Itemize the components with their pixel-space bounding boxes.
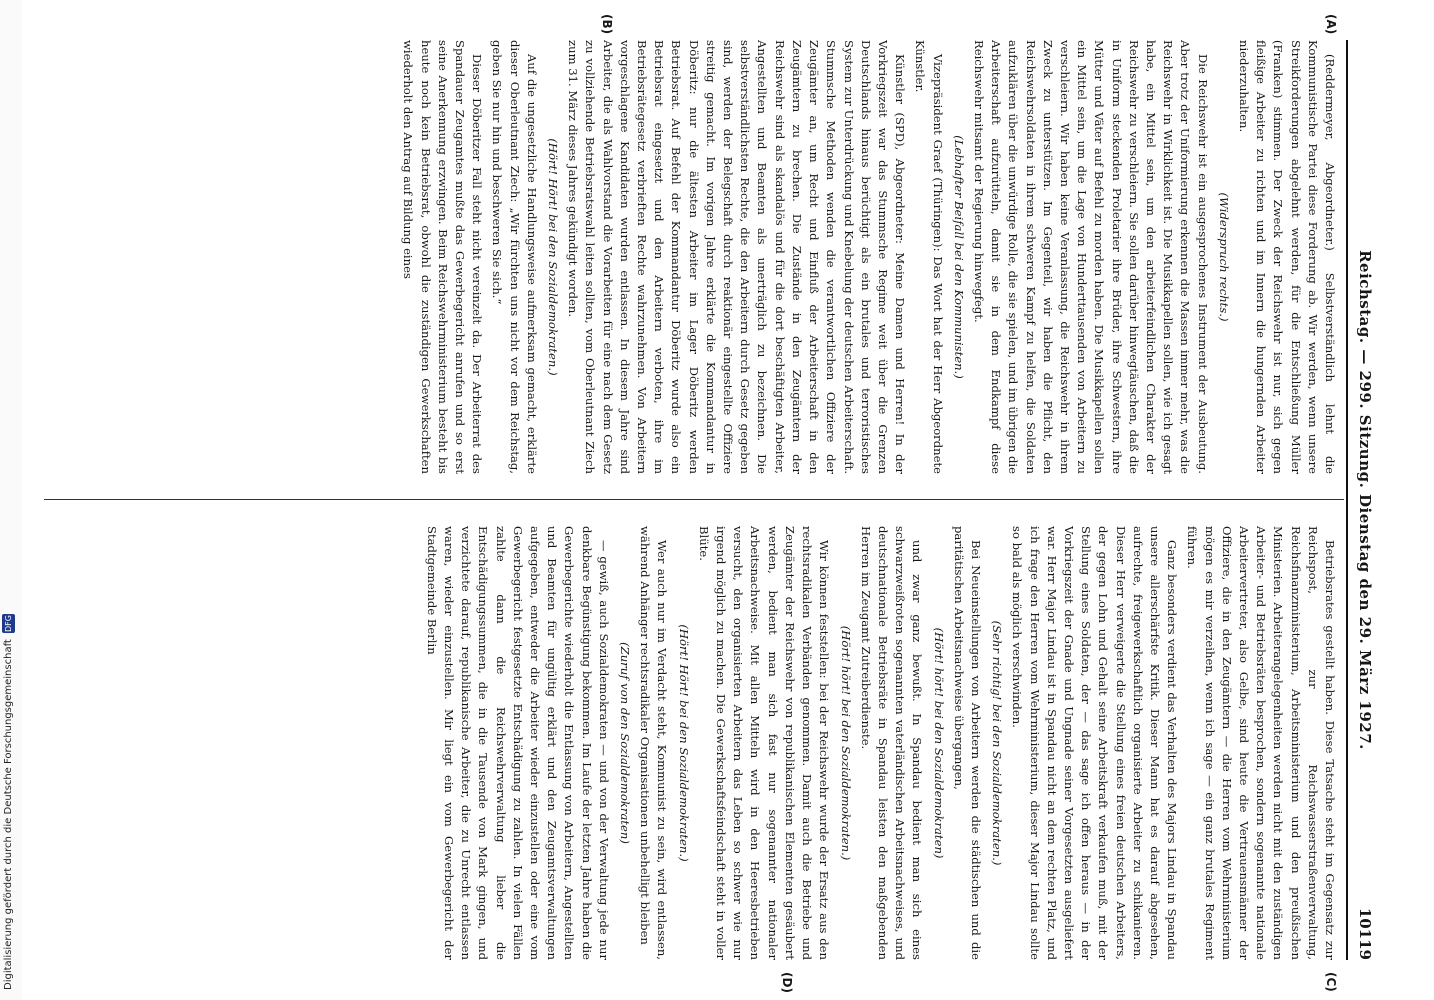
document-viewport: [22, 0, 1434, 1000]
margin-label-c: (C): [1324, 972, 1338, 992]
paragraph: Bei Neueinstellungen von Arbeitern werden die städtischen und die paritätischen Arbeitsnachweise übergangen,: [951, 526, 983, 960]
interjection: (Widerspruch rechts.): [1216, 192, 1231, 322]
page-number: 10119: [1356, 907, 1374, 960]
digitization-credit: [2, 614, 15, 990]
interjection: (Zuruf von den Sozialdemokraten): [618, 642, 633, 844]
right-column: [48, 526, 1338, 960]
page-header: [1346, 40, 1378, 960]
paragraph: Betriebsrates gestellt haben. Diese Tatsache steht im Gegensatz zur Reichspost, zur Reichswasserstraßenverwaltung, Reichsfinanzministerium, Arbeitsministerium und den preußischen Ministerien. Arbeiterangelegenheiten werden nicht mit den zuständigen Arbeiter- und Betriebsräten besprochen, sondern sogenannte nationale Arbeitervertreter, also Gelbe, sind heute die Vertrauensmänner der Offiziere, die in den Zeugämtern — die Herren vom Wehrministerium mögen es mir verzeihen, wenn ich sage — ein ganz brutales Regiment führen.: [1185, 526, 1337, 960]
dfg-logo: DFG: [4, 615, 13, 632]
interjection: (Lebhafter Beifall bei den Kommunisten.): [951, 135, 966, 379]
paragraph: Dieser Döberitzer Fall steht nicht vereinzelt da. Der Arbeiterrat des Spandauer Zeugamtes mußte das Gewerbegericht anrufen und so erst seine Anerkennung erzwingen. Beim Reichswehrministerium besteht bis heute noch kein Betriebsrat, obwohl die zuständigen Gewerkschaften wiederholt den Antrag auf Bildung eines: [401, 40, 485, 474]
margin-label-b: (B): [600, 14, 614, 35]
paragraph: und zwar ganz bewußt. In Spandau bedient man sich eines schwarzweißroten sogenannten vaterländischen Arbeitsnachweises, und deutschnationale Betriebsräte in Spandau leisten den maßgebenden Herren im Zeugamt Zutreiberdienste.: [858, 526, 925, 960]
left-column: [48, 40, 1338, 474]
margin-label-d: (D): [780, 972, 794, 993]
paragraph: Die Reichswehr ist ein ausgesprochenes Instrument der Ausbeutung. Aber trotz der Uniformierung erkennen die Massen immer mehr, was die Reichswehr in Wirklichkeit ist. Die Musikkapellen sollen, wie ich gesagt habe, ein Mittel sein, um den arbeiterfeindlichen Charakter der Reichswehr zu verschleiern. Sie sollen darüber hinwegtäuschen, daß die in Uniform steckenden Proletarier ihre Brüder, ihre Schwestern, ihre Mütter und Väter auf Befehl zu morden haben. Die Musikkapellen sollen ein Mittel sein, um die Lage von Hunderttausenden von Arbeitern zu verschleiern. Wir haben keine Veranlassung, die Reichswehr in ihrem Zweck zu unterstützen. Im Gegenteil, wir haben die Pflicht, den Reichswehrsoldaten in ihrem schweren Kampf zu helfen, die Soldaten aufzuklären über die unwürdige Rolle, die sie spielen, und im übrigen die Arbeiterschaft aufzurütteln, damit sie in dem Endkampf diese Reichswehr mitsamt der Regierung hinwegfegt.: [971, 40, 1210, 474]
paragraph: Wer auch nur im Verdacht steht, Kommunist zu sein, wird entlassen, während Anhänger rechtsradikaler Organisationen unbehelligt bleiben: [638, 526, 670, 960]
interjection: (Hört! Hört! bei den Sozialdemokraten.): [676, 624, 691, 862]
interjection: (Hört! Hört! bei den Sozialdemokraten.): [546, 138, 561, 376]
interjection: (Hört! hört! bei den Sozialdemokraten): [931, 627, 946, 859]
margin-label-a: (A): [1324, 14, 1338, 35]
paragraph: Vizepräsident Graef (Thüringen): Das Wort hat der Herr Abgeordnete Künstler.: [913, 40, 945, 474]
rotated-page: [22, 0, 1434, 1000]
credit-text: Digitalisierung gefördert durch die Deutsche Forschungsgemeinschaft: [3, 639, 14, 990]
column-divider: [44, 499, 1344, 500]
interjection: (Sehr richtig! bei den Sozialdemokraten.): [990, 620, 1005, 866]
paragraph: Künstler (SPD), Abgeordneter: Meine Damen und Herren! In der Vorkriegszeit war das Stummsche Regime weit über die Grenzen Deutschlands hinaus berüchtigt als ein brutales und terroristisches System zur Unterdrückung und Knebelung der deutschen Arbeiterschaft. Stummsche Methoden wenden die verantwortlichen Offiziere der Zeugämter an, um Recht und Einfluß der Arbeiterschaft in den Zeugämtern zu brechen. Die Zustände in den Zeugämtern der Reichswehr sind als skandalös und für die dort beschäftigten Arbeiter, Angestellten und Beamten als unerträglich zu bezeichnen. Die selbstverständlichsten Rechte, die den Arbeitern durch Gesetz gegeben sind, werden der Belegschaft durch reaktionär eingestellte Offiziere streitig gemacht. Im vorigen Jahre erklärte die Kommandantur in Döberitz: nur die ältesten Arbeiter im Lager Döberitz werden Betriebsrat. Auf Befehl der Kommandantur Döberitz wurde also ein Betriebsrat eingesetzt und den Arbeitern verboten, ihre im Betriebsrätegesetz verbrieften Rechte wahrzunehmen. Von Arbeitern vorgeschlagene Kandidaten wurden entlassen. In diesem Jahre sind Arbeiter, die als Wahlvorstand die Vorarbeiten für eine nach dem Gesetz zu vollziehende Betriebsratswahl leiten sollten, vom Oberleutnant Ziech zum 31. März dieses Jahres gekündigt worden.: [566, 40, 908, 474]
paragraph: Ganz besonders verdient das Verhalten des Majors Lindau in Spandau unsere allerschärfste Kritik. Dieser Mann hat es darauf abgesehen, aufrechte, freigewerkschaftlich organisierte Arbeiter zu schikanieren. Dieser Herr verweigerte die Stellung eines freien deutschen Arbeiters, der gegen Lohn und Gehalt seine Arbeitskraft verkaufen muß, mit der Stellung eines Soldaten, der — das sage ich offen heraus — in der Vorkriegszeit der Gnade und Ungnade seiner Vorgesetzten ausgeliefert war. Herr Major Lindau ist in Spandau nicht an dem rechten Platz, und ich frage den Herren vom Wehrministerium, dieser Major Lindau sollte so bald als möglich verschwinden.: [1010, 526, 1180, 960]
interjection: (Hört! hört! bei den Sozialdemokraten.): [838, 625, 853, 861]
paragraph: Wir können feststellen: bei der Reichswehr wurde der Ersatz aus den rechtsradikalen Verbänden genommen. Damit auch die Betriebe und Zeugämter der Reichswehr von republikanischen Elementen gesäubert werden, bedient man sich fast nur sogenannter nationaler Arbeitsnachweise. Mit allen Mitteln wird in den Heeresbetrieben versucht, den organisierten Arbeitern das Leben so schwer wie nur irgend möglich zu machen. Die Gewerkschaftsfeindschaft steht in voller Blüte.: [696, 526, 832, 960]
side-strip: [0, 0, 23, 1000]
paragraph: (Reddermeyer, Abgeordneter.) Selbstverständlich lehnt die Kommunistische Partei diese Forderung ab. Wir werden, wenn unsere Streikforderungen abgelehnt werden, für die Entschließung Müller (Franken) stimmen. Der Zweck der Reichswehr ist nur, sich gegen fleißige Arbeiter zu richten und im Innern die hungernden Arbeiter niederzuhalten.: [1236, 40, 1337, 474]
paragraph: — gewiß, auch Sozialdemokraten — und von der Verwaltung jede nur denkbare Begünstigung bekommen. Im Laufe der letzten Jahre haben die Gewerbegerichte wiederholt die Entlassung von Arbeitern, Angestellten und Beamten für ungültig erklärt und den Zeugamtsverwaltungen aufgegeben, entweder die Arbeiter wieder einzustellen oder eine vom Gewerbegericht festgesetzte Entschädigung zu zahlen. In vielen Fällen zahlte dann die Reichswehrverwaltung lieber die Entschädigungssummen, die in die Tausende von Mark gingen, und verzichtete darauf, republikanische Arbeiter, die zu Unrecht entlassen waren, wieder einzustellen. Mir liegt ein vom Gewerbegericht der Stadtgemeinde Berlin: [424, 526, 611, 960]
header-title: Reichstag. — 299. Sitzung. Dienstag den 29. März 1927.: [1356, 250, 1374, 750]
paragraph: Auf die ungesetzliche Handlungsweise aufmerksam gemacht, erklärte dieser Oberleutnant Ziech: „Wir fürchten uns nicht vor dem Reichstag, geben Sie nur hin und beschweren Sie sich.“: [490, 40, 539, 474]
